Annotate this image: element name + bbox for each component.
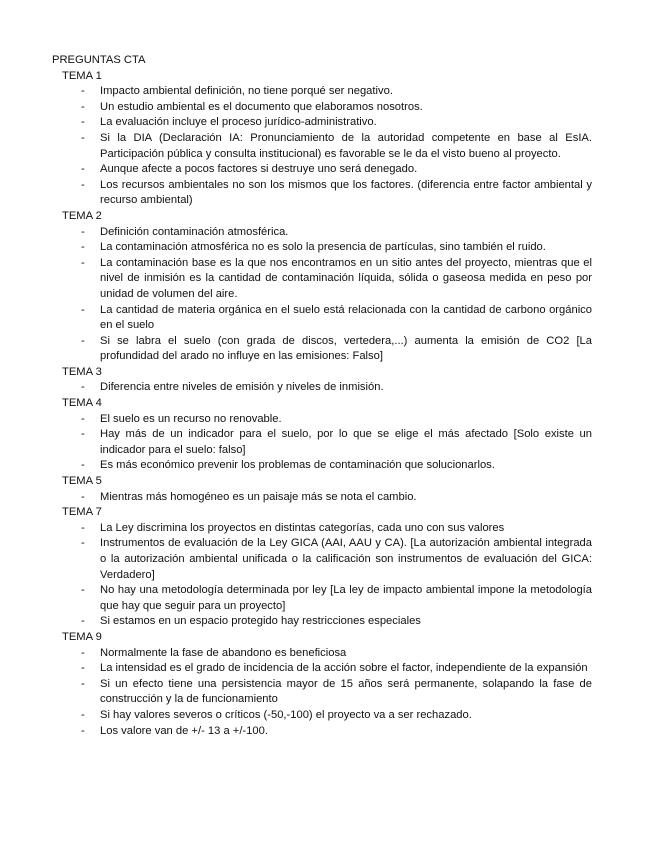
list-item [52, 646, 592, 662]
list-bullet-dash: - [81, 708, 85, 721]
list-bullet-dash: - [81, 615, 85, 628]
list-bullet-dash: - [81, 163, 85, 176]
topic-title: TEMA 9 [62, 630, 102, 643]
list-bullet-dash: - [81, 662, 85, 675]
list-item-text: Si se labra el suelo (con grada de discos, vertedera,...) aumenta la emisión de CO2 [La profundidad del arado no influye en las emisiones: Falso] [100, 334, 592, 363]
document [52, 53, 592, 739]
topic-section [52, 474, 592, 505]
list-item [52, 100, 592, 116]
list-item-text: No hay una metodología determinada por ley [La ley de impacto ambiental impone la metodología que hay que seguir para un proyecto] [100, 584, 592, 612]
topic-section [52, 365, 592, 396]
list-item-text: Diferencia entre niveles de emisión y niveles de inmisión. [100, 381, 384, 394]
list-bullet-dash: - [81, 459, 85, 472]
list-bullet-dash: - [81, 241, 85, 254]
list-item [52, 677, 592, 708]
list-item-text: Aunque afecte a pocos factores si destruye uno será denegado. [100, 163, 418, 176]
list-bullet-dash: - [81, 131, 85, 144]
list-item [52, 490, 592, 506]
list-item-text: Es más económico prevenir los problemas de contaminación que solucionarlos. [100, 459, 495, 472]
topic-title: TEMA 7 [62, 506, 102, 519]
list-item-text: La evaluación incluye el proceso jurídico-administrativo. [100, 116, 377, 129]
topic-section [52, 630, 592, 739]
list-item [52, 412, 592, 428]
list-item [52, 724, 592, 740]
list-item-text: Mientras más homogéneo es un paisaje más se nota el cambio. [100, 490, 417, 503]
list-item [52, 614, 592, 630]
list-item-text: La Ley discrimina los proyectos en distintas categorías, cada uno con sus valores [100, 521, 505, 534]
list-bullet-dash: - [81, 100, 85, 113]
list-item [52, 708, 592, 724]
list-bullet-dash: - [81, 178, 85, 191]
list-item-text: La cantidad de materia orgánica en el suelo está relacionada con la cantidad de carbono orgánico en el suelo [100, 303, 592, 332]
list-bullet-dash: - [81, 537, 85, 550]
list-item [52, 380, 592, 396]
list-item-text: Los recursos ambientales no son los mismos que los factores. (diferencia entre factor ambiental y recurso ambiental) [100, 178, 592, 207]
topic-title: TEMA 2 [62, 209, 102, 222]
list-item-text: Hay más de un indicador para el suelo, por lo que se elige el más afectado [Solo existe un indicador para el suelo: falso] [100, 428, 592, 456]
topic-item-list [52, 225, 592, 365]
list-item-text: La intensidad es el grado de incidencia de la acción sobre el factor, independiente de la expansión [100, 662, 588, 675]
list-item [52, 256, 592, 303]
list-bullet-dash: - [81, 521, 85, 534]
list-item-text: Si la DIA (Declaración IA: Pronunciamiento de la autoridad competente en base al EsIA. Participación pública y consulta institucional) es favorable se le da el visto bueno al proyecto. [100, 131, 592, 160]
topic-item-list [52, 490, 592, 506]
list-item-text: Un estudio ambiental es el documento que elaboramos nosotros. [100, 100, 423, 113]
list-bullet-dash: - [81, 646, 85, 659]
list-item-text: Si estamos en un espacio protegido hay restricciones especiales [100, 615, 421, 628]
list-bullet-dash: - [81, 116, 85, 129]
list-bullet-dash: - [81, 412, 85, 425]
list-item-text: Si un efecto tiene una persistencia mayor de 15 años será permanente, solapando la fase de construcción y la de funcionamiento [100, 677, 592, 706]
document-title: PREGUNTAS CTA [52, 54, 146, 66]
topics-container [52, 69, 592, 740]
list-item-text: Definición contaminación atmosférica. [100, 225, 289, 238]
list-bullet-dash: - [81, 334, 85, 347]
list-bullet-dash: - [81, 490, 85, 503]
list-item [52, 225, 592, 241]
list-item [52, 131, 592, 162]
list-item [52, 240, 592, 256]
topic-title: TEMA 1 [62, 69, 102, 82]
list-item-text: La contaminación atmosférica no es solo la presencia de partículas, sino también el ruido. [100, 241, 546, 254]
list-bullet-dash: - [81, 256, 85, 269]
list-bullet-dash: - [81, 677, 85, 690]
topic-section [52, 209, 592, 365]
list-item-text: El suelo es un recurso no renovable. [100, 412, 282, 425]
list-item [52, 427, 592, 458]
list-item-text: Instrumentos de evaluación de la Ley GICA (AAI, AAU y CA). [La autorización ambiental integrada o la autorización ambiental unificada o la calificación son instrumentos de evaluación del GICA: Verdadero] [100, 537, 592, 581]
list-item-text: Impacto ambiental definición, no tiene porqué ser negativo. [100, 85, 393, 98]
topic-title: TEMA 5 [62, 475, 102, 488]
list-item-text: Si hay valores severos o críticos (-50,-100) el proyecto va a ser rechazado. [100, 708, 472, 721]
list-item [52, 178, 592, 209]
list-item [52, 334, 592, 365]
topic-section [52, 396, 592, 474]
topic-item-list [52, 84, 592, 209]
list-bullet-dash: - [81, 428, 85, 441]
list-item [52, 115, 592, 131]
list-item-text: Los valore van de +/- 13 a +/-100. [100, 724, 268, 737]
topic-section [52, 69, 592, 209]
list-item [52, 303, 592, 334]
list-bullet-dash: - [81, 303, 85, 316]
list-item [52, 84, 592, 100]
list-item [52, 661, 592, 677]
list-bullet-dash: - [81, 85, 85, 98]
topic-item-list [52, 646, 592, 740]
topic-item-list [52, 412, 592, 474]
topic-section [52, 505, 592, 630]
list-bullet-dash: - [81, 225, 85, 238]
list-bullet-dash: - [81, 724, 85, 737]
list-item-text: La contaminación base es la que nos encontramos en un sitio antes del proyecto, mientras que el nivel de inmisión es la cantidad de contaminación líquida, sólida o gaseosa medida en peso por unidad de volumen del aire. [100, 256, 592, 300]
topic-item-list [52, 380, 592, 396]
list-item [52, 521, 592, 537]
list-bullet-dash: - [81, 584, 85, 597]
topic-item-list [52, 521, 592, 630]
list-item [52, 458, 592, 474]
topic-title: TEMA 4 [62, 397, 102, 410]
list-item-text: Normalmente la fase de abandono es beneficiosa [100, 646, 347, 659]
list-item [52, 536, 592, 583]
list-bullet-dash: - [81, 381, 85, 394]
list-item [52, 583, 592, 614]
list-item [52, 162, 592, 178]
topic-title: TEMA 3 [62, 365, 102, 378]
